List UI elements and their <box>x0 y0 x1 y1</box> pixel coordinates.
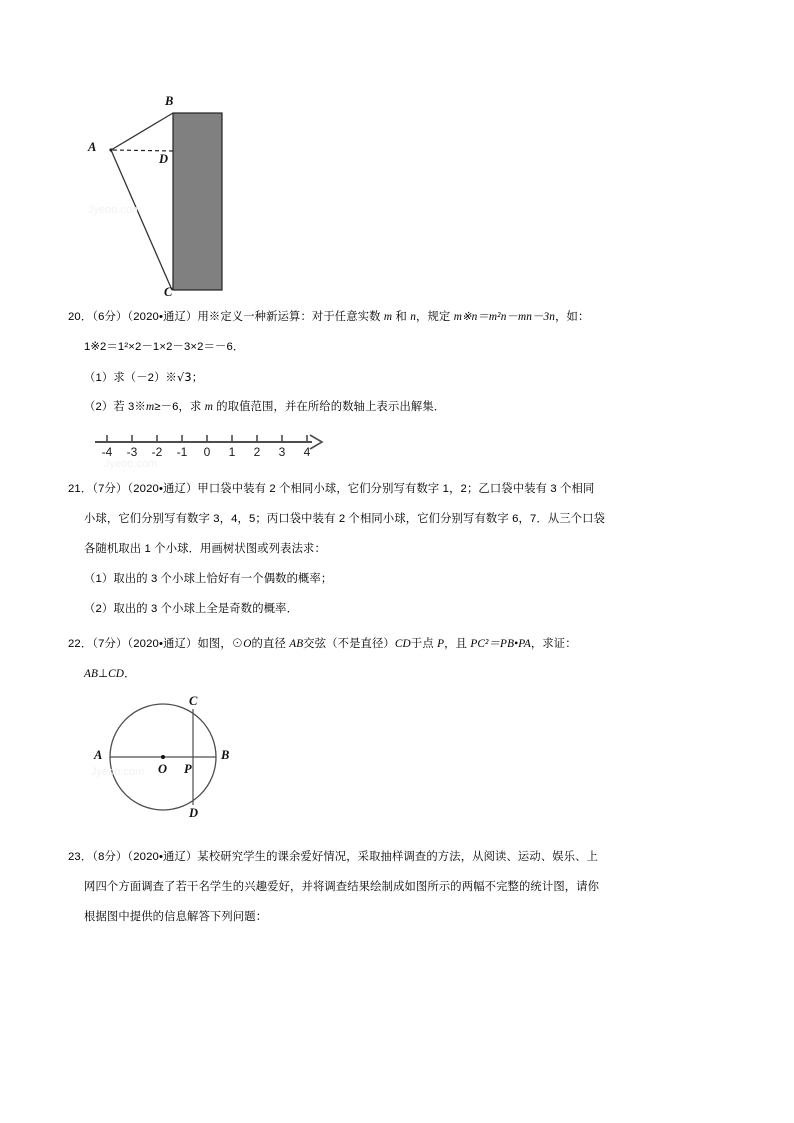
watermark: Jyeoo.com <box>91 766 145 778</box>
segment-AC <box>111 150 172 290</box>
figure-label-C: C <box>164 285 173 299</box>
number-line-tick-label: -3 <box>126 445 138 459</box>
question-21-line-2: 小球，它们分别写有数字 3，4，5；丙口袋中装有 2 个相同小球，它们分别写有数字 6，7．从三个口袋 <box>84 513 606 525</box>
segment-AB <box>111 113 173 150</box>
q22-text-d: 于点 <box>410 638 438 650</box>
number-line-tick-label: -1 <box>176 445 188 459</box>
q20-text-a: 用※定义一种新运算：对于任意实数 <box>197 311 384 323</box>
q22-points: （7分） <box>92 638 128 650</box>
question-23-line-1: 23．（8分）（2020•通辽）某校研究学生的课余爱好情况，采取抽样调查的方法，从阅读、运动、娱乐、上 <box>68 851 599 863</box>
q20-text-c: ，规定 <box>416 311 454 323</box>
question-20-line-3 <box>84 370 203 386</box>
q20-formula: m※n＝m²n－mn－3n <box>453 311 556 323</box>
number-line-tick-label: 4 <box>303 445 311 459</box>
q20-sub2-var1: m <box>145 401 155 413</box>
question-21-line-1: 21．（7分）（2020•通辽）甲口袋中装有 2 个相同小球，它们分别写有数字 1，2；乙口袋中装有 3 个相同 <box>68 483 595 495</box>
q22-conclusion-AB: AB <box>84 668 99 680</box>
center-point-O-dot <box>161 755 165 759</box>
question-20-line-4 <box>84 400 445 415</box>
q20-points: （6分） <box>92 311 128 323</box>
question-20-line-1 <box>68 310 589 325</box>
q22-text-a: 如图，⊙ <box>197 638 244 650</box>
q22-formula: PC²＝PB•PA <box>470 638 531 650</box>
figure-label-B: B <box>165 94 174 108</box>
question-21-line-5: （2）取出的 3 个小球上全是奇数的概率． <box>84 603 299 615</box>
question-23-line-3: 根据图中提供的信息解答下列问题： <box>84 911 268 923</box>
question-20-line-2: 1※2＝1²×2－1×2－3×2＝－6． <box>84 341 245 353</box>
shaded-rectangle <box>173 113 222 290</box>
q20-sub2-mid: ≥－6，求 <box>154 401 205 413</box>
question-22-line-2 <box>84 667 136 682</box>
figure-label-D: D <box>159 152 169 166</box>
q22-var-AB: AB <box>289 638 304 650</box>
q20-text-d: ，如： <box>555 311 590 323</box>
q22-var-CD: CD <box>394 638 411 650</box>
number-line-tick-label: 2 <box>253 445 261 459</box>
q22-text-e: ，且 <box>444 638 471 650</box>
circle-label-A: A <box>94 748 103 762</box>
circle-label-O: O <box>158 762 168 776</box>
triangle-figure-svg <box>60 80 320 305</box>
figure-circle <box>85 690 320 850</box>
q22-source: （2020•通辽） <box>127 638 198 650</box>
number-line-tick-label: 3 <box>278 445 286 459</box>
q22-text-b: 的直径 <box>251 638 290 650</box>
q22-var-O: O <box>243 638 252 650</box>
q22-number: 22． <box>68 638 93 650</box>
number-line-tick-label: 0 <box>203 445 211 459</box>
q20-sub1-suffix: ； <box>191 372 204 384</box>
q20-var-m: m <box>383 311 393 323</box>
number-line-tick-label: 1 <box>228 445 236 459</box>
q22-var-P: P <box>437 638 445 650</box>
q20-sub1-prefix: （1）求（－2）※ <box>84 372 177 384</box>
q20-sub2-suffix: 的取值范围，并在所给的数轴上表示出解集． <box>213 401 446 413</box>
vertex-A-dot <box>109 148 112 151</box>
q22-conclusion-period: ． <box>124 668 136 680</box>
watermark: Jyeoo.com <box>88 204 142 216</box>
q22-text-c: 交弦（不是直径） <box>303 638 395 650</box>
q20-number: 20． <box>68 311 93 323</box>
q20-sub2-prefix: （2）若 3※ <box>84 401 146 413</box>
q22-text-f: ，求证： <box>530 638 577 650</box>
q20-sub2-var2: m <box>204 401 213 413</box>
q20-var-n: n <box>410 311 417 323</box>
watermark: Jyeoo.com <box>104 458 158 470</box>
number-line <box>60 428 340 468</box>
figure-label-A: A <box>88 140 97 154</box>
q20-source: （2020•通辽） <box>127 311 198 323</box>
question-21-line-4: （1）取出的 3 个小球上恰好有一个偶数的概率； <box>84 573 333 585</box>
question-21-line-3: 各随机取出 1 个小球．用画树状图或列表法求： <box>84 543 326 555</box>
circle-label-D: D <box>189 806 199 820</box>
q20-text-b: 和 <box>392 311 411 323</box>
q20-sub1-radical: √3 <box>177 371 192 384</box>
circle-label-C: C <box>189 694 198 708</box>
number-line-tick-label: -2 <box>151 445 163 459</box>
question-22-line-1 <box>68 637 577 652</box>
question-23-line-2: 网四个方面调查了若干名学生的兴趣爱好，并将调查结果绘制成如图所示的两幅不完整的统计图，请你 <box>84 881 600 893</box>
segment-AD-dashed <box>113 150 173 151</box>
figure-triangle-rectangle <box>60 80 320 305</box>
circle-label-B: B <box>221 748 230 762</box>
circle-label-P: P <box>184 762 192 776</box>
q22-perp-symbol: ⊥ <box>98 668 109 680</box>
number-line-tick-label: -4 <box>101 445 113 459</box>
q22-conclusion-CD: CD <box>108 668 125 680</box>
